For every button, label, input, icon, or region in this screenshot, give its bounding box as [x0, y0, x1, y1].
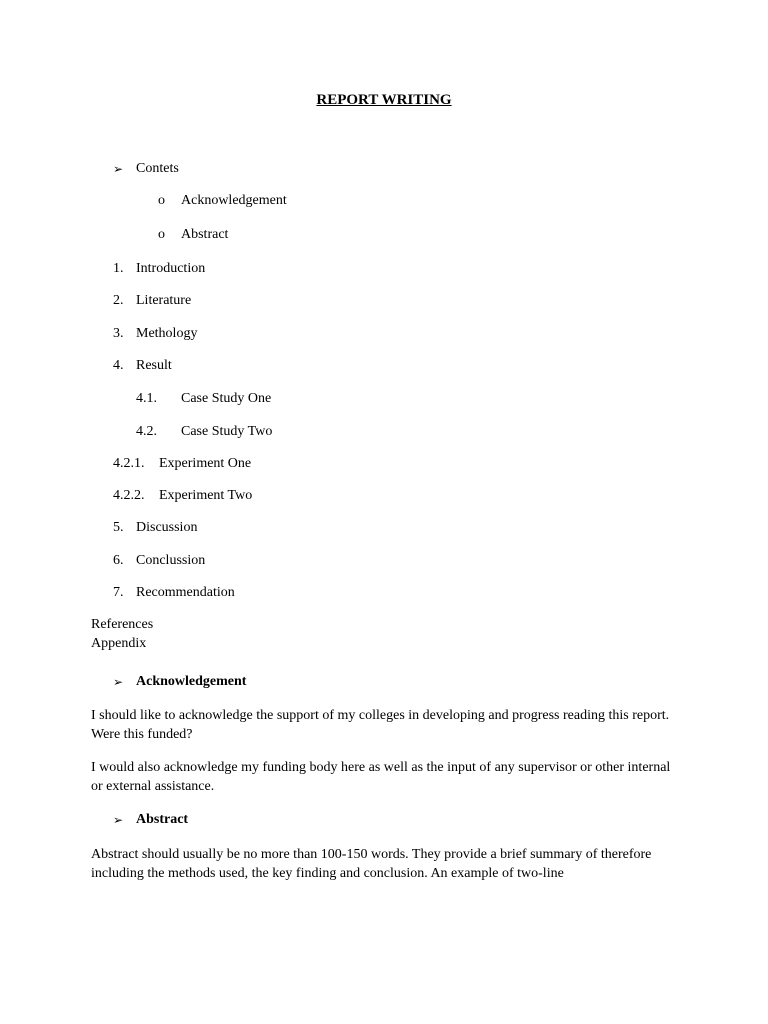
arrow-bullet-icon: ➢	[113, 162, 124, 176]
list-item: Result	[136, 358, 172, 373]
list-number: 4.2.2.	[113, 488, 145, 503]
acknowledgement-paragraph: I would also acknowledge my funding body here as well as the input of any supervisor or other internal or external assistance.	[91, 760, 671, 794]
abstract-heading: Abstract	[136, 812, 189, 827]
list-number: 7.	[113, 585, 124, 600]
page-title: REPORT WRITING	[316, 92, 452, 108]
list-number: 5.	[113, 520, 124, 535]
list-number: 4.	[113, 358, 124, 373]
acknowledgement-heading: Acknowledgement	[136, 674, 247, 689]
list-number: 3.	[113, 326, 124, 341]
circle-bullet-icon: o	[158, 227, 165, 242]
list-number: 6.	[113, 553, 124, 568]
list-item: Conclussion	[136, 553, 206, 568]
list-number: 1.	[113, 261, 124, 276]
list-item: Experiment One	[159, 456, 252, 471]
contents-label: Contets	[136, 161, 179, 176]
references-label: References	[91, 617, 154, 632]
list-item: Case Study One	[181, 391, 272, 406]
list-item: Methology	[136, 326, 198, 341]
acknowledgement-paragraph: I should like to acknowledge the support of my colleges in developing and progress reading this report. Were this funded?	[91, 708, 670, 742]
list-item: Literature	[136, 293, 192, 308]
list-item: Experiment Two	[159, 488, 253, 503]
list-number: 4.1.	[136, 391, 157, 406]
circle-bullet-icon: o	[158, 193, 165, 208]
arrow-bullet-icon: ➢	[113, 675, 124, 689]
list-item: Recommendation	[136, 585, 235, 600]
list-item: Case Study Two	[181, 424, 273, 439]
abstract-paragraph: Abstract should usually be no more than 100-150 words. They provide a brief summary of therefore including the methods used, the key finding and conclusion. An example of two-line	[91, 847, 652, 881]
list-item: Introduction	[136, 261, 206, 276]
appendix-label: Appendix	[91, 636, 147, 651]
list-number: 4.2.	[136, 424, 157, 439]
list-number: 4.2.1.	[113, 456, 145, 471]
list-item: Discussion	[136, 520, 198, 535]
contents-sub-item: Acknowledgement	[181, 193, 287, 208]
arrow-bullet-icon: ➢	[113, 813, 124, 827]
list-number: 2.	[113, 293, 124, 308]
contents-sub-item: Abstract	[181, 227, 229, 242]
